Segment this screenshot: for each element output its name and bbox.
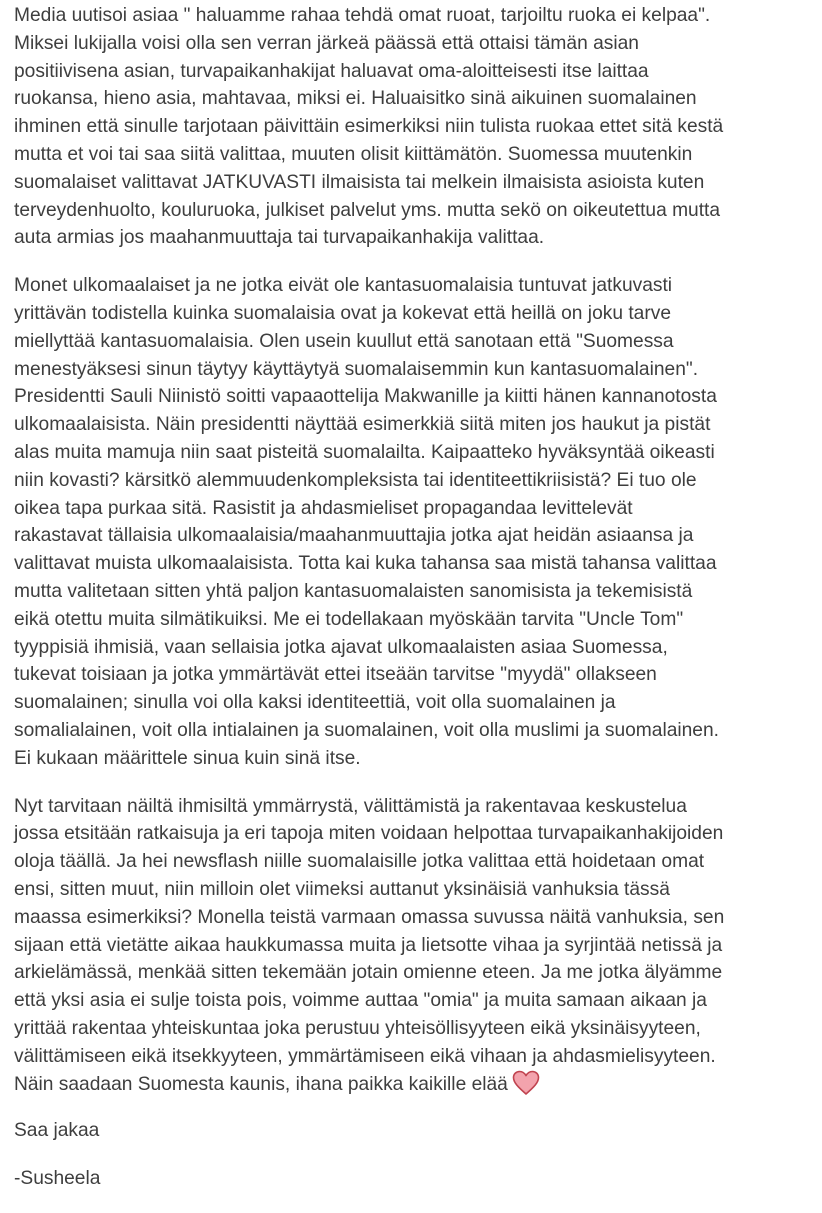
paragraph-line: välittämiseen eikä itsekkyyteen, ymmärtämiseen eikä vihaan ja ahdasmielisyyteen. bbox=[14, 1045, 716, 1067]
paragraph-line: yrittää rakentaa yhteiskuntaa joka perustuu yhteisöllisyyteen eikä yksinäisyyteen, bbox=[14, 1017, 701, 1039]
signature: -Susheela bbox=[14, 1168, 101, 1190]
paragraph-line: yrittävän todistella kuinka suomalaisia ovat ja kokevat että heillä on joku tarve bbox=[14, 302, 671, 324]
paragraph-line: oikea tapa purkaa sitä. Rasistit ja ahdasmieliset propagandaa levittelevät bbox=[14, 497, 633, 519]
paragraph-line: positiivisena asian, turvapaikanhakijat haluavat oma-aloitteisesti itse laittaa bbox=[14, 60, 649, 82]
paragraph-line: terveydenhuolto, kouluruoka, julkiset palvelut yms. mutta sekö on oikeutettua mutta bbox=[14, 199, 721, 221]
paragraph-last-line bbox=[14, 1070, 814, 1099]
paragraph-line: sijaan että vietätte aikaa haukkumassa muita ja lietsotte vihaa ja syrjintää netissä ja bbox=[14, 934, 723, 956]
paragraph-line: ruokansa, hieno asia, mahtavaa, miksi ei. Haluaisitko sinä aikuinen suomalainen bbox=[14, 88, 697, 110]
paragraph-line: mutta valitetaan sitten yhtä paljon kantasuomalaisten sanomisista ja tekemisistä bbox=[14, 580, 693, 602]
paragraph-line: auta armias jos maahanmuuttaja tai turvapaikanhakija valittaa. bbox=[14, 227, 545, 249]
paragraph-line: Media uutisoi asiaa " haluamme rahaa tehdä omat ruoat, tarjoiltu ruoka ei kelpaa". bbox=[14, 5, 711, 26]
paragraph-line-text: Näin saadaan Suomesta kaunis, ihana paikka kaikille elää bbox=[14, 1074, 508, 1096]
paragraph-1 bbox=[14, 2, 814, 252]
share-note: Saa jakaa bbox=[14, 1120, 100, 1142]
paragraph-line: ensi, sitten muut, niin milloin olet viimeksi auttanut yksinäisiä vanhuksia tässä bbox=[14, 878, 670, 900]
paragraph-line: miellyttää kantasuomalaisia. Olen usein kuullut että sanotaan että "Suomessa bbox=[14, 330, 674, 352]
paragraph-line: että yksi asia ei sulje toista pois, voimme auttaa "omia" ja muita samaan aikaan ja bbox=[14, 990, 707, 1012]
paragraph-line: alas muita mamuja niin saat pisteitä suomalailta. Kaipaatteko hyväksyntää oikeasti bbox=[14, 441, 715, 463]
paragraph-line: somalialainen, voit olla intialainen ja suomalainen, voit olla muslimi ja suomalainen. bbox=[14, 719, 719, 741]
paragraph-3 bbox=[14, 793, 814, 1100]
paragraph-line: valittavat muista ulkomaalaisista. Totta kai kuka tahansa saa mistä tahansa valittaa bbox=[14, 553, 717, 575]
paragraph-line: tukevat toisiaan ja jotka ymmärtävät ettei itseään tarvitse "myydä" ollakseen bbox=[14, 664, 657, 686]
paragraph-line: Nyt tarvitaan näiltä ihmisiltä ymmärrystä, välittämistä ja rakentavaa keskustelua bbox=[14, 795, 687, 817]
paragraph-line: jossa etsitään ratkaisuja ja eri tapoja miten voidaan helpottaa turvapaikanhakijoiden bbox=[14, 823, 724, 845]
paragraph-line: niin kovasti? kärsitkö alemmuudenkompleksista tai identiteettikriisistä? Ei tuo ole bbox=[14, 469, 697, 491]
paragraph-line: Ei kukaan määrittele sinua kuin sinä itse. bbox=[14, 747, 361, 769]
paragraph-line: ihminen että sinulle tarjotaan päivittäin esimerkiksi niin tulista ruokaa ettet sitä kestä bbox=[14, 116, 724, 138]
paragraph-line: Presidentti Sauli Niinistö soitti vapaaottelija Makwanille ja kiitti hänen kannanotosta bbox=[14, 386, 717, 408]
paragraph-line: mutta et voi tai saa siitä valittaa, muuten olisit kiittämätön. Suomessa muutenkin bbox=[14, 143, 693, 165]
paragraph-line: rakastavat tällaisia ulkomaalaisia/maahanmuuttajia jotka ajat heidän asiaansa ja bbox=[14, 525, 694, 547]
paragraph-line: oloja täällä. Ja hei newsflash niille suomalaisille jotka valittaa että hoidetaan omat bbox=[14, 851, 705, 873]
paragraph-line: eikä otettu muita silmätikuiksi. Me ei todellakaan myöskään tarvita "Uncle Tom" bbox=[14, 608, 684, 630]
paragraph-line: ulkomaalaisista. Näin presidentti näyttää esimerkkiä siitä miten jos haukut ja pistät bbox=[14, 414, 711, 436]
paragraph-2 bbox=[14, 272, 814, 772]
paragraph-line: arkielämässä, menkää sitten tekemään jotain omienne eteen. Ja me jotka älyämme bbox=[14, 962, 723, 984]
paragraph-line: suomalaiset valittavat JATKUVASTI ilmaisista tai melkein ilmaisista asioista kuten bbox=[14, 171, 705, 193]
paragraph-line: suomalainen; sinulla voi olla kaksi identiteettiä, voit olla suomalainen ja bbox=[14, 692, 616, 714]
paragraph-line: maassa esimerkiksi? Monella teistä varmaan omassa suvussa näitä vanhuksia, sen bbox=[14, 906, 725, 928]
paragraph-line: menestyäksesi sinun täytyy käyttäytyä suomalaisemmin kun kantasuomalainen". bbox=[14, 358, 699, 380]
paragraph-line: Monet ulkomaalaiset ja ne jotka eivät ole kantasuomalaisia tuntuvat jatkuvasti bbox=[14, 275, 673, 297]
paragraph-line: tyyppisiä ihmisiä, vaan sellaisia jotka ajavat ulkomaalaisten asiaa Suomessa, bbox=[14, 636, 668, 658]
heart-icon bbox=[512, 1070, 540, 1096]
paragraph-line: Miksei lukijalla voisi olla sen verran järkeä päässä että ottaisi tämän asian bbox=[14, 32, 639, 54]
post-body bbox=[14, 2, 814, 1213]
